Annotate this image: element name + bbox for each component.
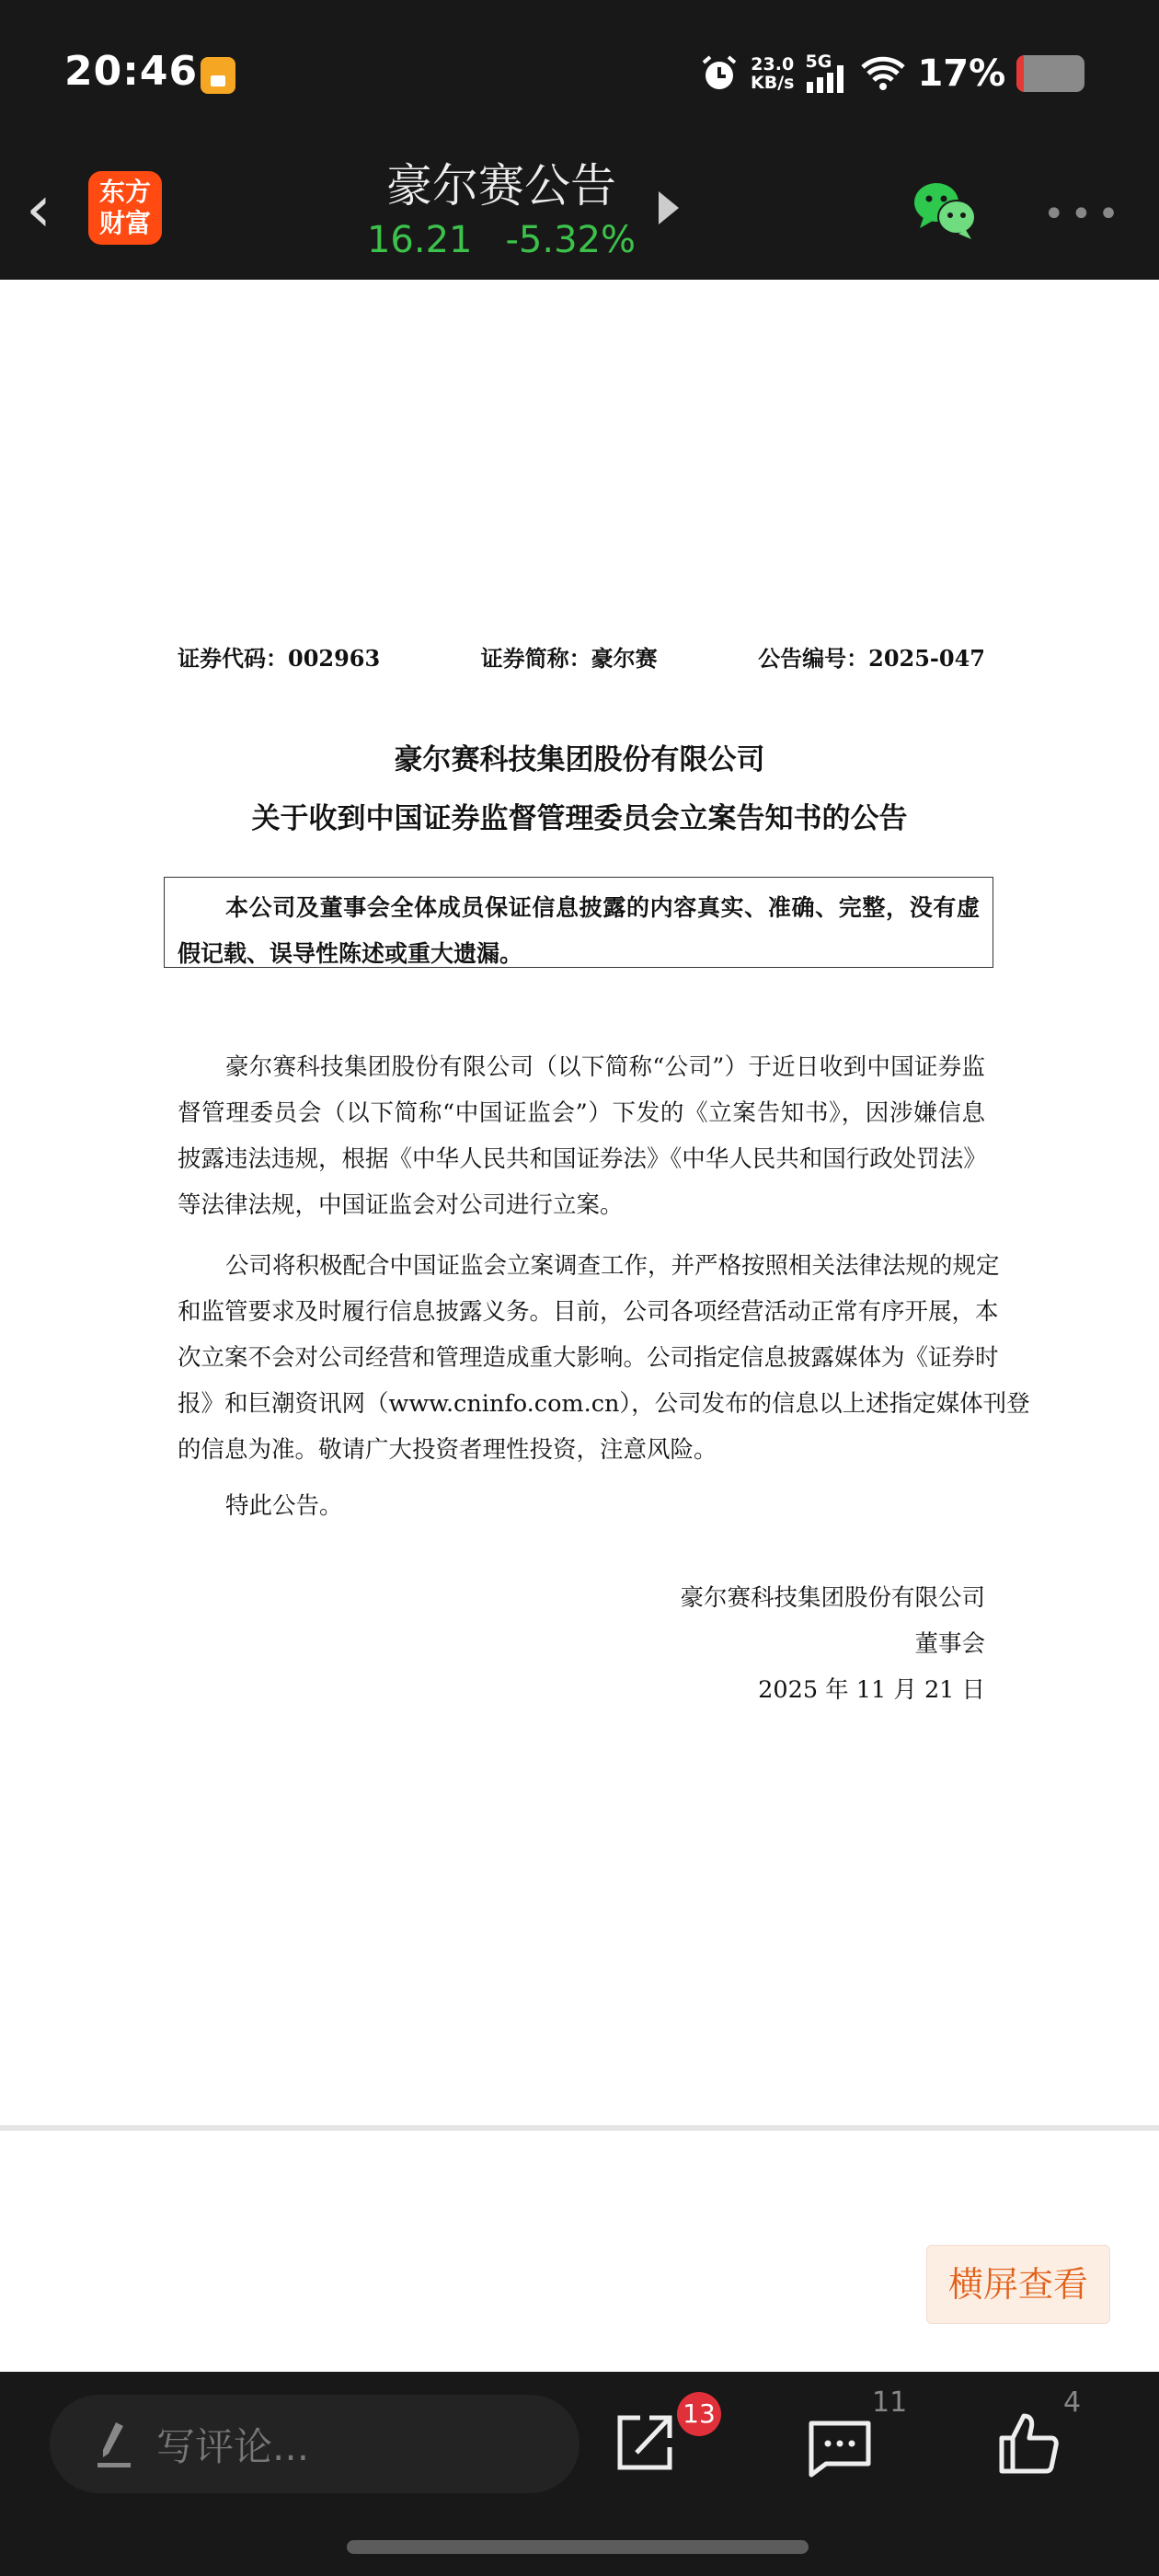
signature-date: 2025 年 11 月 21 日: [758, 1676, 985, 1704]
net-speed: 23.0 KB/s: [751, 54, 795, 93]
share-count-badge: 13: [677, 2392, 721, 2436]
text-line: 的信息为准。敬请广大投资者理性投资，注意风险。: [178, 1436, 717, 1464]
like-count: 4: [1063, 2386, 1082, 2419]
share-icon[interactable]: [614, 2412, 675, 2473]
wifi-icon: [860, 52, 906, 95]
like-icon[interactable]: [998, 2412, 1059, 2475]
text-line: 报》和巨潮资讯网（www.cninfo.com.cn），公司发布的信息以上述指定媒体刊登: [178, 1390, 1030, 1418]
battery-icon: [1016, 55, 1084, 92]
status-icons: [699, 51, 1084, 97]
wechat-share-icon[interactable]: [909, 177, 982, 241]
security-name: 证券简称：豪尔赛: [480, 645, 658, 672]
divider: [0, 2125, 1159, 2131]
disclaimer-box: [164, 877, 993, 968]
text-line: 披露违法违规，根据《中华人民共和国证券法》《中华人民共和国行政处罚法》: [178, 1145, 987, 1173]
signature-board: 董事会: [914, 1630, 985, 1658]
closing-text: 特此公告。: [225, 1492, 343, 1520]
paragraph-1: [178, 1044, 985, 1228]
comment-icon[interactable]: [808, 2418, 872, 2478]
landscape-view-button[interactable]: 横屏查看: [926, 2245, 1110, 2324]
sim-icon: [201, 57, 235, 94]
text-line: 等法律法规，中国证监会对公司进行立案。: [178, 1191, 624, 1219]
signal-icon: 5G: [805, 52, 849, 95]
disclaimer-line: 本公司及董事会全体成员保证信息披露的内容真实、准确、完整，没有虚: [225, 894, 980, 921]
app-logo[interactable]: 东方 财富: [88, 171, 162, 245]
signature-company: 豪尔赛科技集团股份有限公司: [680, 1584, 985, 1612]
text-line: 公司将积极配合中国证监会立案调查工作，并严格按照相关法律法规的规定: [225, 1252, 1000, 1280]
back-button[interactable]: ‹: [26, 171, 52, 247]
pencil-icon: [96, 2419, 132, 2470]
stock-price: 16.21: [366, 219, 473, 261]
doc-company-title: 豪尔赛科技集团股份有限公司: [394, 743, 765, 776]
text-line: 和监管要求及时履行信息披露义务。目前，公司各项经营活动正常有序开展，本: [178, 1298, 999, 1326]
doc-title: 关于收到中国证券监督管理委员会立案告知书的公告: [251, 802, 908, 835]
announcement-number: 公告编号：2025-047: [758, 645, 985, 672]
disclaimer-line: 假记载、误导性陈述或重大遗漏。: [178, 940, 523, 967]
stock-change: -5.32%: [505, 219, 637, 261]
text-line: 豪尔赛科技集团股份有限公司（以下简称“公司”）于近日收到中国证券监: [225, 1053, 985, 1081]
more-options-icon[interactable]: •••: [1043, 193, 1125, 236]
status-time: 20:46: [64, 48, 199, 95]
comment-count: 11: [872, 2386, 908, 2419]
comment-input[interactable]: [50, 2395, 580, 2493]
alarm-icon: [699, 53, 740, 94]
doc-header-row: [178, 640, 985, 673]
page-title: 豪尔赛公告: [386, 159, 616, 213]
home-indicator[interactable]: [347, 2540, 809, 2554]
battery-percent: 17%: [917, 52, 1006, 95]
text-line: 督管理委员会（以下简称“中国证监会”）下发的《立案告知书》，因涉嫌信息: [178, 1099, 985, 1127]
text-line: 次立案不会对公司经营和管理造成重大影响。公司指定信息披露媒体为《证券时: [178, 1344, 999, 1372]
comment-placeholder: 写评论...: [156, 2423, 310, 2469]
expand-arrow-icon[interactable]: [659, 191, 679, 224]
stock-quote[interactable]: [294, 219, 708, 261]
security-code: 证券代码：002963: [178, 645, 381, 672]
paragraph-2: [178, 1243, 1030, 1473]
